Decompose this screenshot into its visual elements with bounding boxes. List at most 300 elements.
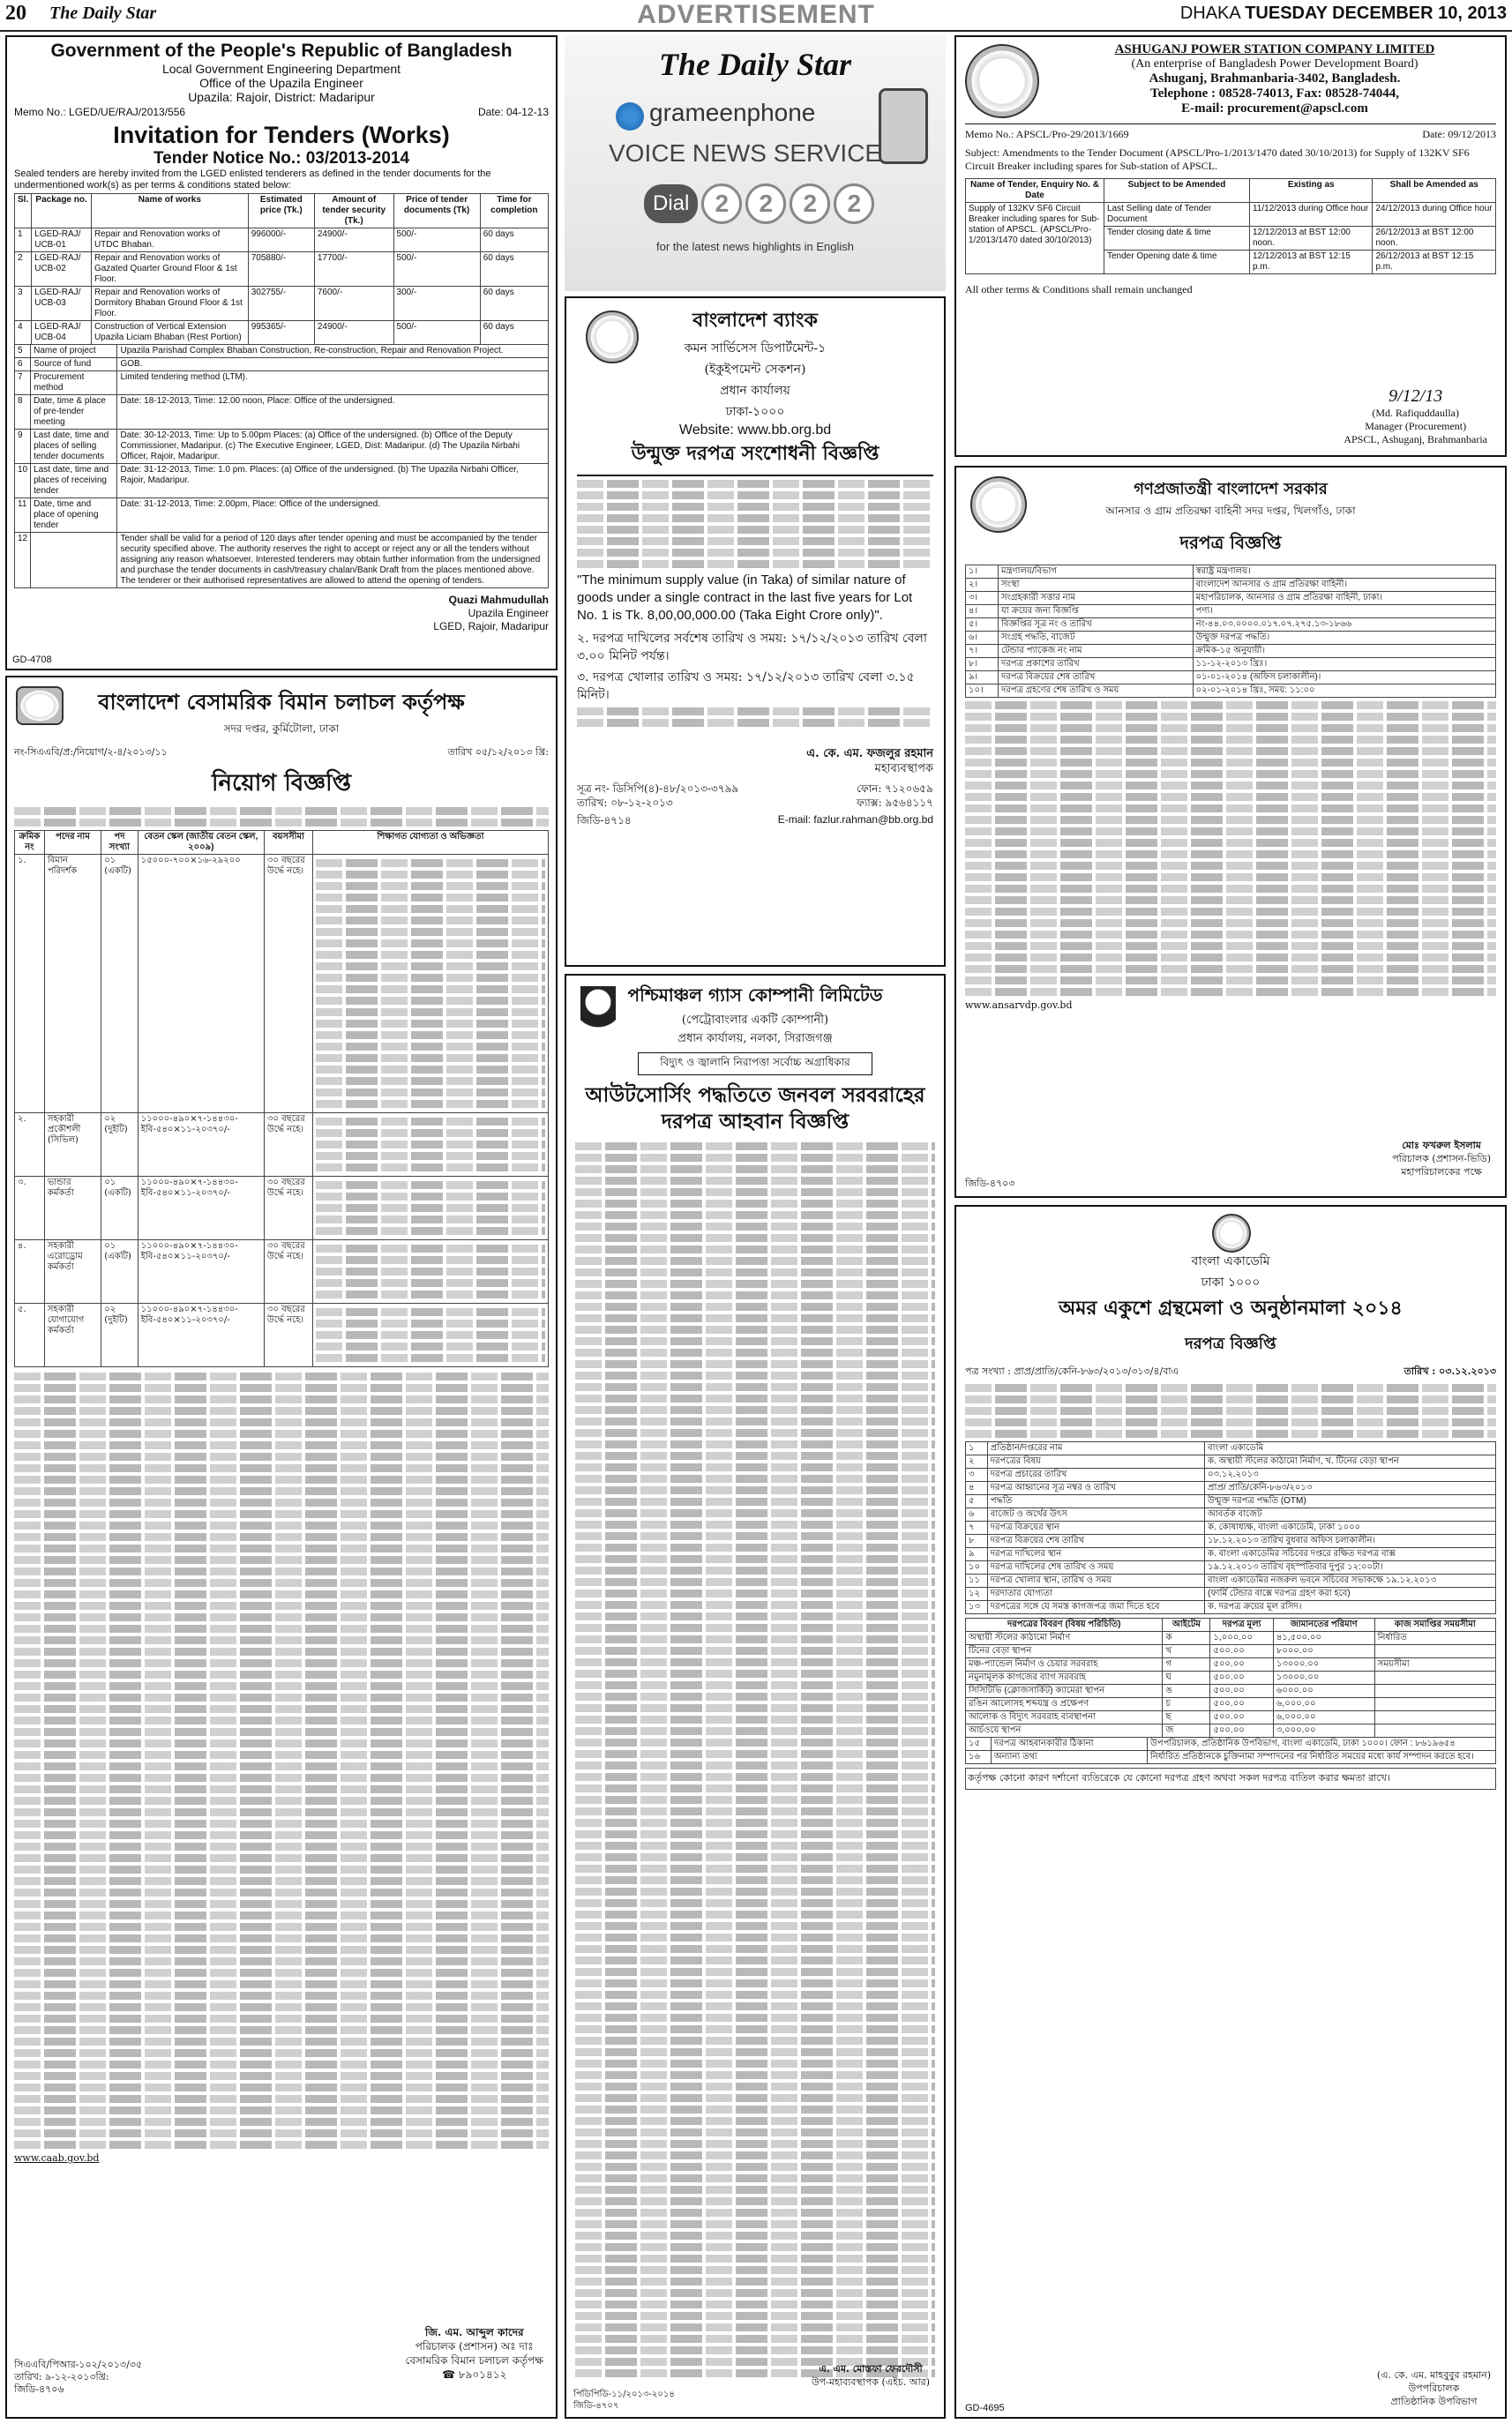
lged-date: Date: 04-12-13 (477, 106, 549, 118)
table-cell: সংগ্রহকারী সত্তার নাম (999, 592, 1194, 605)
table-cell: ৪ (966, 1482, 988, 1495)
qualification-cell (313, 1113, 549, 1177)
table-cell: ১২ (966, 1588, 988, 1601)
table-cell: 17700/- (314, 252, 393, 287)
apscl-signer-title: Manager (Procurement) (1365, 420, 1467, 432)
bb-office: প্রধান কার্যালয় (720, 384, 790, 398)
table-cell: 12/12/2013 at BST 12:15 p.m. (1249, 251, 1373, 274)
table-row (966, 658, 1496, 671)
table-cell: 12 (15, 533, 31, 588)
table-row (15, 287, 549, 321)
table-cell: ৫০০.০০ (1210, 1672, 1274, 1685)
apscl-signer-org: APSCL, Ashuganj, Brahmanbaria (1344, 433, 1487, 445)
table-row (966, 618, 1496, 632)
table-cell: Last date, time and places of selling tender documents (31, 430, 117, 464)
table-cell: Repair and Renovation works of UTDC Bhaban. (91, 228, 248, 252)
table-cell: 24/12/2013 during Office hour (1373, 203, 1496, 227)
table-cell: ০৩.১২.২০১৩ (1205, 1469, 1496, 1482)
table-cell: ১,০০০.০০ (1210, 1632, 1274, 1645)
academy-table (965, 1441, 1496, 1614)
table-row (966, 592, 1496, 605)
table-cell: দরপত্র গ্রহণের শেষ তারিখ ও সময় (999, 685, 1194, 698)
bangla-academy-ad (954, 1205, 1507, 2419)
bb-item-2: ২. দরপত্র দাখিলের সর্বশেষ তারিখ ও সময়: ১৭/১২/২০১৩ তারিখ বেলা ৩.০০ মিনিট পর্যন্ত। (577, 632, 927, 663)
lged-title: Invitation for Tenders (Works) (113, 122, 450, 148)
dial-digit: 2 (745, 183, 786, 224)
ansar-website-line (965, 999, 1496, 1011)
caab-col-header: বয়সসীমা (264, 831, 312, 855)
table-row (966, 1632, 1496, 1645)
bb-code: জিডি-৪৭১৪ (577, 814, 632, 827)
apscl-ad (954, 35, 1507, 457)
table-cell: রঙিন আলোসহ শব্দযন্ত্র ও প্রক্ষেপণ (966, 1698, 1163, 1711)
table-cell: ১১০০০-৪৯০×৭-১৪৪৩০-ইবি-৫৪০×১১-২০৩৭০/- (138, 1177, 264, 1240)
academy-other-value: নির্ধারিত প্রতিষ্ঠানকে চুক্তিনামা সম্পাদনের পর নির্ধারিত সময়ের মধ্যে কার্য সম্পাদন করতে হবে। (1148, 1751, 1496, 1764)
table-cell (31, 533, 117, 588)
table-cell: Tender closing date & time (1104, 227, 1250, 251)
table-cell: ৬ (966, 1508, 988, 1522)
ansar-signer-title: পরিচালক (প্রশাসন-ভিডি) (1392, 1153, 1491, 1164)
table-cell: ২। (966, 579, 999, 592)
table-cell: Construction of Vertical Extension Upazila Liciam Bhaban (Rest Portion) (91, 321, 248, 345)
academy-items-col-header: দরপত্রের বিবরণ (বিষয় পরিচিতি) (966, 1619, 1163, 1632)
academy-items-table (965, 1618, 1496, 1738)
apscl-address: Ashuganj, Brahmanbaria-3402, Bangladesh. (1149, 71, 1401, 86)
table-cell: পদ্ধতি (987, 1495, 1204, 1508)
bb-quote: "The minimum supply value (in Taka) of similar nature of goods under a single contract in the last five years for Lot No. 1 is Tk. 8,00,00,000.00 (Taka Eight Crore only)". (577, 572, 913, 623)
table-cell: মঞ্চ-প্যান্ডেল নির্মাণ ও চেয়ার সরবরাহ (966, 1658, 1163, 1672)
table-cell: Date, time & place of pre-tender meeting (31, 395, 117, 430)
table-row (966, 1698, 1496, 1711)
table-cell: নির্ধারিত (1374, 1632, 1495, 1645)
bb-signer-title: মহাব্যবস্থাপক (874, 762, 933, 775)
caab-website: www.caab.gov.bd (14, 2152, 100, 2164)
bangladesh-bank-logo (586, 310, 639, 363)
table-cell: ০২ (দুইটি) (101, 1304, 138, 1367)
table-cell: 7 (15, 371, 31, 395)
table-cell: ১০। (966, 685, 999, 698)
academy-items-col-header: কাজ সমাপ্তির সময়সীমা (1374, 1619, 1495, 1632)
table-cell: ঘ (1163, 1672, 1210, 1685)
table-cell: LGED-RAJ/ UCB-02 (32, 252, 92, 287)
table-cell: বাজেট ও অর্থের উৎস (987, 1508, 1204, 1522)
table-cell: 995365/- (248, 321, 314, 345)
table-cell: (ফার্মি টেন্ডার বাক্সে দরপত্র গ্রহণ করা হবে) (1205, 1588, 1496, 1601)
bb-phone: ফোন: ৭১২০৬৫৯ (857, 782, 933, 795)
table-cell: খ (1163, 1645, 1210, 1658)
table-cell: 996000/- (248, 228, 314, 252)
table-row (15, 464, 549, 498)
table-cell: ১৯.১২.২০১৩ তারিখ বৃহস্পতিবার দুপুর ১২:০০টা। (1205, 1561, 1496, 1575)
table-row (966, 632, 1496, 645)
table-cell: ৯ (966, 1548, 988, 1561)
academy-signer: (এ. কে. এম. মাহবুবুর রহমান) (1376, 2369, 1491, 2381)
academy-contact-label: দরপত্র আহবানকারীর ঠিকানা (992, 1738, 1148, 1751)
table-cell: ৭ (966, 1522, 988, 1535)
table-cell: 4 (15, 321, 32, 345)
table-row (966, 1522, 1496, 1535)
bangladesh-bank-ad (565, 296, 946, 967)
table-cell: Upazila Parishad Complex Bhaban Construction, Re-construction, Repair and Renovation Project. (117, 345, 549, 358)
table-cell (1374, 1711, 1495, 1724)
pgcl-code: পিডিপিডি-১১/২০১৩-২০১৪ (573, 2390, 675, 2399)
table-cell: ৩। (966, 592, 999, 605)
table-row (966, 1575, 1496, 1588)
apscl-signature: 9/12/13 (1388, 386, 1443, 406)
table-cell: 10 (15, 464, 31, 498)
table-row (15, 371, 549, 395)
table-cell: 60 days (480, 287, 548, 321)
apscl-memo: Memo No.: APSCL/Pro-29/2013/1669 (965, 128, 1129, 140)
table-cell: Last Selling date of Tender Document (1104, 203, 1250, 227)
table-cell: দরপত্র খোলার স্থান, তারিখ ও সময় (987, 1575, 1204, 1588)
table-cell: Tender Opening date & time (1104, 251, 1250, 274)
table-row (966, 605, 1496, 618)
pgcl-signer: এ. এম. মোস্তফা ফেরদৌসী (819, 2363, 923, 2375)
table-cell: LGED-RAJ/ UCB-04 (32, 321, 92, 345)
table-cell: 60 days (480, 228, 548, 252)
table-cell: ছ (1163, 1711, 1210, 1724)
table-cell: গ (1163, 1658, 1210, 1672)
table-cell: যা ক্রয়ের জন্য বিজ্ঞপ্তি (999, 605, 1194, 618)
lged-col-header: Name of works (91, 194, 248, 228)
table-row (966, 1711, 1496, 1724)
table-row (15, 321, 549, 345)
apscl-tel: Telephone : 08528-74013, Fax: 08528-74044, (1150, 86, 1399, 101)
table-cell: Date, time and place of opening tender (31, 498, 117, 533)
table-cell: স্বরাষ্ট্র মন্ত্রণালয়। (1193, 565, 1495, 579)
academy-table-footer (965, 1737, 1496, 1764)
table-cell: 500/- (393, 228, 480, 252)
table-cell: GOB. (117, 358, 549, 371)
table-cell: ১১ (966, 1575, 988, 1588)
table-cell: ক (1163, 1632, 1210, 1645)
pgcl-title: আউটসোর্সিং পদ্ধতিতে জনবল সরবরাহের দরপত্র আহবান বিজ্ঞপ্তি (585, 1083, 925, 1133)
lged-col-header: Package no. (32, 194, 92, 228)
table-cell: 500/- (393, 321, 480, 345)
apscl-email: E-mail: procurement@apscl.com (1181, 101, 1368, 116)
table-cell: ০১ (একটি) (101, 1240, 138, 1304)
table-cell: 11/12/2013 during Office hour (1249, 203, 1373, 227)
apscl-date: Date: 09/12/2013 (1422, 128, 1496, 140)
table-cell: ৫। (966, 618, 999, 632)
caab-col-header: শিক্ষাগত যোগ্যতা ও অভিজ্ঞতা (313, 831, 549, 855)
table-cell: ৬০০০.০০ (1273, 1685, 1374, 1698)
apscl-tender-name: Supply of 132KV SF6 Circuit Breaker including spares for Sub-station of APSCL. (APSCL/Pro-1/2013/1470 dated 30/10/2013) (966, 203, 1104, 274)
table-row (966, 1645, 1496, 1658)
academy-city: ঢাকা ১০০০ (1201, 1276, 1261, 1290)
table-cell: ০১ (একটি) (101, 855, 138, 1113)
caab-website-line (14, 2152, 549, 2164)
table-cell: LGED-RAJ/ UCB-03 (32, 287, 92, 321)
table-cell: ক. বাংলা একাডেমির সচিবের দপ্তরে রক্ষিত দরপত্র বাক্স (1205, 1548, 1496, 1561)
academy-contact-no: ১৫ (966, 1738, 992, 1751)
table-row (966, 1482, 1496, 1495)
ansar-title: দরপত্র বিজ্ঞপ্তি (1179, 532, 1282, 553)
table-cell (1374, 1672, 1495, 1685)
table-row (15, 430, 549, 464)
table-row (966, 1455, 1496, 1469)
table-row (966, 1535, 1496, 1548)
ansar-table-continued (965, 701, 1496, 996)
table-cell: বিমান পরিদর্শক (44, 855, 101, 1113)
lged-gov: Government of the People's Republic of Bangladesh (50, 41, 513, 61)
table-cell: ১ (966, 1442, 988, 1455)
bb-title: উন্মুক্ত দরপত্র সংশোধনী বিজ্ঞপ্তি (577, 438, 933, 476)
caab-logo (16, 686, 64, 725)
caab-date-footer: তারিখ: ৯-১২-২০১৩খ্রি: (14, 2371, 109, 2383)
table-cell: উন্মুক্ত দরপত্র পদ্ধতি (OTM) (1205, 1495, 1496, 1508)
table-cell: ২. (15, 1113, 45, 1177)
table-cell: ৫০০.০০ (1210, 1724, 1274, 1738)
caab-phone: ☎ ৮৯০১৪১২ (442, 2368, 507, 2381)
mobile-phone-icon (879, 88, 928, 164)
table-row (15, 855, 549, 1113)
lged-memo: Memo No.: LGED/UE/RAJ/2013/556 (14, 106, 186, 118)
table-row (966, 203, 1496, 227)
apscl-signer: (Md. Rafiquddaulla) (1372, 407, 1459, 419)
table-row (15, 252, 549, 287)
table-cell: ৫০০.০০ (1210, 1698, 1274, 1711)
lged-office: Office of the Upazila Engineer (199, 76, 363, 90)
lged-col-header: Sl. (15, 194, 32, 228)
table-cell: LGED-RAJ/ UCB-01 (32, 228, 92, 252)
table-cell: 7600/- (314, 287, 393, 321)
table-cell: ৫ (966, 1495, 988, 1508)
table-cell: ৬,০০০.০০ (1273, 1711, 1374, 1724)
table-cell: সহকারী যোগাযোগ কর্মকর্তা (44, 1304, 101, 1367)
lged-col-header: Time for completion (480, 194, 548, 228)
table-cell (1374, 1724, 1495, 1738)
table-cell: বাংলা একাডেমি (1205, 1442, 1496, 1455)
lged-location: Upazila: Rajoir, District: Madaripur (188, 90, 375, 104)
table-cell: ক. অস্থায়ী স্টলের কাঠামো নির্মাণ, খ. টিনের বেড়া স্থাপন (1205, 1455, 1496, 1469)
table-cell: সংগ্রহ পদ্ধতি, বাজেট (999, 632, 1194, 645)
pgcl-ad (565, 974, 946, 2419)
table-cell: Tender shall be valid for a period of 120 days after tender opening and must be accompanied by the tender security specified above. The authority reserves the right to accept or reject any or all the tenders without assigning any reason whatsoever. Interested tenderers may obtain further information from the undersigned and purchase the tender documents in cash/treasury chalan/Bank Draft from the places mentioned above. The tenderer or their authorised representatives are allowed to attend the opening of tenders. (117, 533, 549, 588)
table-cell: Limited tendering method (LTM). (117, 371, 549, 395)
table-row (966, 1672, 1496, 1685)
table-cell: নং-৪৪.০৩.০০০০.০১৭.০৭.২৭৫.১৩-১৮৬৬ (1193, 618, 1495, 632)
table-cell: ০২ (দুইটি) (101, 1113, 138, 1177)
voice-news-ad (565, 35, 946, 291)
lged-col-header: Amount of tender security (Tk.) (314, 194, 393, 228)
table-row (966, 1548, 1496, 1561)
dial-label: Dial (644, 184, 698, 223)
table-cell: Date: 31-12-2013, Time: 1.0 pm. Places: (a) Office of the undersigned. (b) The Upazila Nirbahi Officer, Rajoir, Madaripur. (117, 464, 549, 498)
table-row (966, 565, 1496, 579)
table-cell: ৩০ বছরের উর্দ্ধে নহে। (264, 855, 312, 1113)
dateline-city: DHAKA (1179, 4, 1240, 23)
table-cell: দরপত্র বিক্রয়ের স্থান (987, 1522, 1204, 1535)
table-cell: ১১০০০-৪৯০×৭-১৪৪৩০-ইবি-৫৪০×১১-২০৩৭০/- (138, 1240, 264, 1304)
bb-org: বাংলাদেশ ব্যাংক (692, 309, 818, 332)
caab-title: নিয়োগ বিজ্ঞপ্তি (212, 770, 351, 797)
table-cell: ৬,০০০.০০ (1273, 1698, 1374, 1711)
caab-recruitment-ad (5, 676, 558, 2419)
table-cell: দরপত্র প্রকাশের তারিখ (999, 658, 1194, 671)
section-title: ADVERTISEMENT (637, 0, 875, 29)
table-cell: ১১-১২-২০১৩ খ্রিঃ। (1193, 658, 1495, 671)
apscl-col-header: Name of Tender, Enquiry No. & Date (966, 179, 1104, 203)
ansar-table (965, 565, 1496, 698)
table-cell: বাংলা একাডেমির নজরুল ভবনে সচিবের সভাকক্ষে ১৯.১২.২০১৩ (1205, 1575, 1496, 1588)
table-cell: ৯। (966, 671, 999, 685)
grameenphone-logo-icon (616, 102, 644, 131)
table-cell: আবর্তক বাজেট (1205, 1508, 1496, 1522)
ansar-logo (970, 476, 1027, 533)
table-cell: 9 (15, 430, 31, 464)
table-cell (1374, 1645, 1495, 1658)
table-cell: ৮ (966, 1535, 988, 1548)
academy-contact-value: উপপরিচালক, প্রতিষ্ঠানিক উপবিভাগ, বাংলা একাডেমি, ঢাকা ১০০০। ফোন : ৮৬১৯৬৫৪ (1148, 1738, 1496, 1751)
table-row (966, 685, 1496, 698)
table-cell: আর্চওয়ে স্থাপন (966, 1724, 1163, 1738)
qualification-cell (313, 1177, 549, 1240)
table-cell: ০১-০১-২০১৪ (অফিস চলাকালীন)। (1193, 671, 1495, 685)
table-cell: ১৮.১২.২০১৩ তারিখ বুধবার অফিস চলাকালীন। (1205, 1535, 1496, 1548)
table-cell: দরপত্র দাখিলের স্থান (987, 1548, 1204, 1561)
table-row (15, 498, 549, 533)
lged-code: GD-4708 (12, 655, 52, 665)
qualification-cell (313, 1240, 549, 1304)
bangla-academy-logo (1212, 1214, 1251, 1253)
table-row (966, 1561, 1496, 1575)
ansar-org: আনসার ও গ্রাম প্রতিরক্ষা বাহিনী সদর দপ্তর, খিলগাঁও, ঢাকা (1105, 505, 1356, 517)
table-row (966, 579, 1496, 592)
table-cell: 302755/- (248, 287, 314, 321)
table-cell: Repair and Renovation works of Gazated Quarter Ground Floor & 1st Floor. (91, 252, 248, 287)
table-cell: সহকারী এরোড্রোম কর্মকর্তা (44, 1240, 101, 1304)
table-cell: ৩০ বছরের উর্দ্ধে নহে। (264, 1113, 312, 1177)
apscl-subject: Subject: Amendments to the Tender Document (APSCL/Pro-1/2013/1470 dated 30/10/2013) for Supply of 132KV SF6 Circuit Breaker including spares for Sub-station of APSCL. (965, 146, 1470, 172)
apscl-col-header: Subject to be Amended (1104, 179, 1250, 203)
table-cell: ৪। (966, 605, 999, 618)
table-cell: বিজ্ঞপ্তির সূত্র নং ও তারিখ (999, 618, 1194, 632)
table-cell: ৩ (966, 1469, 988, 1482)
table-row (966, 1495, 1496, 1508)
bb-ref: সূত্র নং- ডিসিপি(৪)-৪৮/২০১৩-৩৭৯৯ (577, 782, 739, 795)
table-row (15, 1113, 549, 1177)
table-cell: সহকারী প্রকৌশলী (সিভিল) (44, 1113, 101, 1177)
caab-col-header: ক্রমিক নং (15, 831, 45, 855)
qualification-cell (313, 1304, 549, 1367)
table-row (15, 1177, 549, 1240)
lged-works-table (14, 193, 549, 345)
table-cell: ১০ (966, 1561, 988, 1575)
table-row (966, 1469, 1496, 1482)
table-cell: জ (1163, 1724, 1210, 1738)
table-cell: 3 (15, 287, 32, 321)
table-cell: ৫০০.০০ (1210, 1711, 1274, 1724)
pgcl-code-2: জিডি-৪৭০৭ (573, 2401, 619, 2411)
table-cell: ৭। (966, 645, 999, 658)
table-cell: ঙ (1163, 1685, 1210, 1698)
table-cell: ৩০ বছরের উর্দ্ধে নহে। (264, 1240, 312, 1304)
apscl-logo (965, 44, 1039, 118)
table-cell: ১৫০০০-৭০০×১৬-২৯২০০ (138, 855, 264, 1113)
table-cell: আলোক ও বিদ্যুৎ সরবরাহ ব্যবস্থাপনা (966, 1711, 1163, 1724)
lged-signer-office: LGED, Rajoir, Madaripur (433, 620, 549, 632)
table-cell: দরপত্রের সঙ্গে যে সমস্ত কাগজপত্র জমা দিতে হবে (987, 1601, 1204, 1614)
voice-service: VOICE NEWS SERVICE (609, 139, 882, 167)
table-row (966, 1508, 1496, 1522)
caab-memo: নং-সিএএবি/প্র:/নিয়োগ/২-৪/২০১৩/১১ (14, 746, 168, 758)
lged-dept: Local Government Engineering Department (161, 62, 401, 76)
table-cell: দরপত্রের বিষয় (987, 1455, 1204, 1469)
table-cell: ৫০০.০০ (1210, 1658, 1274, 1672)
table-cell: 24900/- (314, 321, 393, 345)
bb-body (577, 480, 933, 568)
table-cell: উন্মুক্ত দরপত্র পদ্ধতি। (1193, 632, 1495, 645)
table-cell: নমুনামূলক কাগজের ব্যাগ সরবরাহ (966, 1672, 1163, 1685)
pgcl-sub: (পেট্রোবাংলার একটি কোম্পানী) (681, 1014, 829, 1027)
apscl-org: ASHUGANJ POWER STATION COMPANY LIMITED (1114, 42, 1435, 56)
academy-items-col-header: আইটেম (1163, 1619, 1210, 1632)
apscl-sub: (An enterprise of Bangladesh Power Development Board) (1131, 57, 1418, 71)
table-cell: ১৩০০০.০০ (1273, 1672, 1374, 1685)
pgcl-office: প্রধান কার্যালয়, নলকা, সিরাজগঞ্জ (677, 1032, 833, 1045)
bb-section: (ইকুইপমেন্ট সেকশন) (704, 363, 806, 377)
table-row (15, 533, 549, 588)
qualification-cell (313, 855, 549, 1113)
table-cell: ৫০০.০০ (1210, 1645, 1274, 1658)
pgcl-table (575, 1142, 935, 2377)
table-cell: 5 (15, 345, 31, 358)
apscl-col-header: Shall be Amended as (1373, 179, 1496, 203)
table-cell: 705880/- (248, 252, 314, 287)
table-cell: Date: 30-12-2013, Time: Up to 5.00pm Places: (a) Office of the undersigned. (b) Office of the Deputy Commissioner, Madaripur. (c) The Executive Engineer, LGED, Dist: Madaripur. (d) The Upazila Nirbahi Officer, Rajoir, Madaripur. (117, 430, 549, 464)
bb-website: Website: www.bb.org.bd (678, 423, 832, 438)
table-row (966, 1658, 1496, 1672)
dateline-date: TUESDAY DECEMBER 10, 2013 (1245, 4, 1507, 23)
table-cell: 26/12/2013 at BST 12:15 p.m. (1373, 251, 1496, 274)
table-cell: 6 (15, 358, 31, 371)
academy-date: তারিখ : ০৩.১২.২০১৩ (1403, 1365, 1496, 1377)
academy-signer-org: প্রাতিষ্ঠানিক উপবিভাগ (1390, 2396, 1478, 2407)
table-cell: দরপত্র আহ্বানের সূত্র নম্বর ও তারিখ (987, 1482, 1204, 1495)
table-row (966, 671, 1496, 685)
table-cell: মন্ত্রণালয়/বিভাগ (999, 565, 1194, 579)
voice-brand: The Daily Star (658, 47, 851, 82)
table-row (966, 1442, 1496, 1455)
table-cell: ৩০ বছরের উর্দ্ধে নহে। (264, 1304, 312, 1367)
ansar-vdp-ad (954, 466, 1507, 1198)
dateline (1180, 4, 1507, 24)
table-cell: Last date, time and places of receiving tender (31, 464, 117, 498)
caab-conditions (14, 1373, 549, 2149)
table-cell: ৪. (15, 1240, 45, 1304)
caab-col-header: বেতন স্কেল (জাতীয় বেতন স্কেল, ২০০৯) (138, 831, 264, 855)
table-cell: 12/12/2013 at BST 12:00 noon. (1249, 227, 1373, 251)
table-cell: সিসিটিভি (ক্লোজসার্কিট) ক্যামেরা স্থাপন (966, 1685, 1163, 1698)
table-cell: ১. (15, 855, 45, 1113)
caab-org: বাংলাদেশ বেসামরিক বিমান চলাচল কর্তৃপক্ষ (98, 689, 465, 714)
table-cell: ১। (966, 565, 999, 579)
ansar-gov: গণপ্রজাতন্ত্রী বাংলাদেশ সরকার (1134, 480, 1328, 498)
pgcl-slogan: বিদ্যুৎ ও জ্বালানি নিরাপত্তা সর্বোচ্চ অগ্রাধিকার (638, 1052, 872, 1075)
academy-other-label: অন্যান্য তথ্য (992, 1751, 1148, 1764)
academy-event: অমর একুশে গ্রন্থমেলা ও অনুষ্ঠানমালা ২০১৪ (1059, 1297, 1403, 1320)
table-cell: ৩. (15, 1177, 45, 1240)
lged-signer: Quazi Mahmudullah (448, 594, 549, 606)
table-cell: টেন্ডার প্যাকেজ নং নাম (999, 645, 1194, 658)
table-cell (1374, 1685, 1495, 1698)
page-header (0, 0, 1512, 32)
table-cell: 26/12/2013 at BST 12:00 noon. (1373, 227, 1496, 251)
lged-info-table (14, 344, 549, 588)
voice-tagline: for the latest news highlights in English (655, 240, 854, 253)
